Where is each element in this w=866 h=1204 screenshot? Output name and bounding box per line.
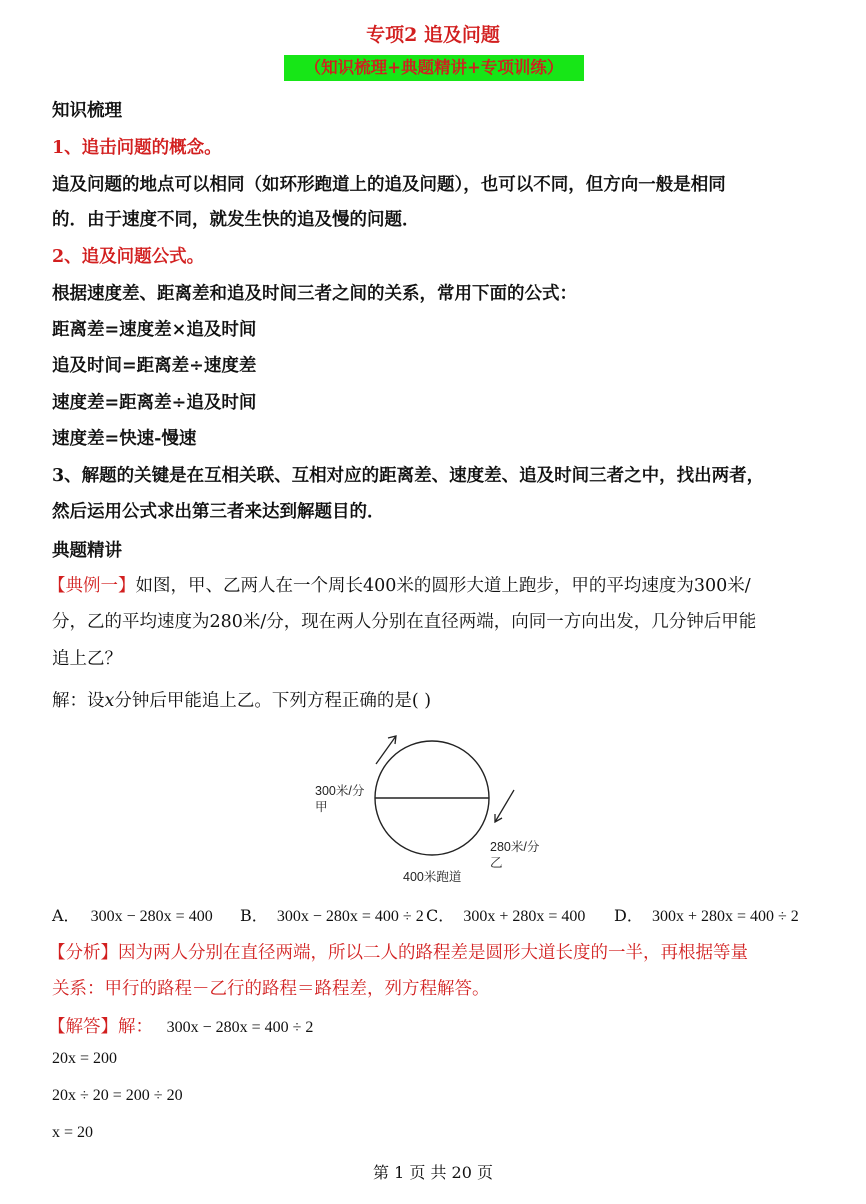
- option-c-equation: 300x + 280x = 400: [463, 908, 586, 925]
- analysis-tag: 【分析】: [48, 943, 118, 963]
- answer-equation-0: 300x − 280x = 400 ÷ 2: [166, 1019, 314, 1036]
- section1-text-line1: 追及问题的地点可以相同（如环形跑道上的追及问题），也可以不同，但方向一般是相同: [52, 175, 726, 195]
- analysis-line1: [48, 939, 748, 964]
- example1-prompt: [52, 687, 431, 712]
- section-heading-examples: 典题精讲: [52, 541, 122, 561]
- option-d-label: D．: [614, 906, 643, 925]
- section1-text-line2: 的．由于速度不同，就发生快的追及慢的问题．: [52, 210, 420, 230]
- section1-title: 1、追击问题的概念。: [52, 138, 222, 158]
- prompt-text-a: 解：设: [52, 691, 105, 711]
- label-yi: 乙: [490, 856, 503, 870]
- section2-title: 2、追及问题公式。: [52, 247, 205, 267]
- section-heading-knowledge: 知识梳理: [52, 101, 122, 121]
- page-title: 专项2 追及问题: [366, 24, 500, 46]
- option-d[interactable]: [614, 903, 799, 926]
- arrow-jia-icon: [376, 736, 396, 764]
- answer-line: [48, 1013, 313, 1038]
- label-jia: 甲: [315, 800, 328, 814]
- analysis-text: 因为两人分别在直径两端，所以二人的路程差是圆形大道长度的一半，再根据等量: [118, 943, 748, 963]
- prompt-variable: x: [104, 691, 115, 711]
- option-b-equation: 300x − 280x = 400 ÷ 2: [276, 908, 424, 925]
- arrow-yi-icon: [495, 790, 514, 822]
- label-track: 400米跑道: [403, 870, 462, 884]
- formula-chase-time: 追及时间=距离差÷速度差: [52, 356, 257, 376]
- formula-speed-diff: 速度差=距离差÷追及时间: [52, 393, 257, 413]
- analysis-line2: 关系：甲行的路程－乙行的路程＝路程差，列方程解答。: [52, 979, 490, 999]
- section3-line2: 然后运用公式求出第三者来达到解题目的．: [52, 502, 385, 522]
- option-b-label: B．: [240, 906, 268, 925]
- label-yi-speed: 280米/分: [490, 840, 540, 854]
- formula-speed-diff-fast-slow: 速度差=快速-慢速: [52, 429, 197, 449]
- label-jia-speed: 300米/分: [315, 784, 365, 798]
- answer-tag: 【解答】: [48, 1017, 118, 1037]
- section2-intro: 根据速度差、距离差和追及时间三者之间的关系，常用下面的公式：: [52, 284, 577, 304]
- section3-line1: 3、解题的关键是在互相关联、互相对应的距离差、速度差、追及时间三者之中，找出两者，: [52, 466, 765, 486]
- track-diagram: [300, 720, 560, 890]
- answer-equation-1: 20x = 200: [52, 1050, 118, 1067]
- option-c[interactable]: [426, 903, 585, 926]
- formula-distance-diff: 距离差=速度差×追及时间: [52, 320, 257, 340]
- option-c-label: C．: [426, 906, 455, 925]
- prompt-text-b: 分钟后甲能追上乙。下列方程正确的是( ): [114, 691, 432, 711]
- option-a-label: A．: [52, 906, 80, 925]
- example1-line3: 追上乙？: [52, 649, 122, 669]
- page-subtitle: （知识梳理+典题精讲+专项训练）: [284, 55, 584, 81]
- page-footer: 第 1 页 共 20 页: [373, 1163, 493, 1182]
- answer-equation-2: 20x ÷ 20 = 200 ÷ 20: [52, 1087, 183, 1104]
- option-a[interactable]: [52, 903, 213, 926]
- option-d-equation: 300x + 280x = 400 ÷ 2: [651, 908, 799, 925]
- answer-prefix: 解：: [118, 1017, 153, 1037]
- answer-equation-3: x = 20: [52, 1124, 94, 1141]
- example1-line1: [48, 572, 751, 597]
- example1-line2: 分，乙的平均速度为280米/分，现在两人分别在直径两端，向同一方向出发，几分钟后甲能: [52, 612, 757, 632]
- option-b[interactable]: [240, 903, 424, 926]
- option-a-equation: 300x − 280x = 400: [90, 908, 213, 925]
- example1-text: 如图，甲、乙两人在一个周长400米的圆形大道上跑步，甲的平均速度为300米/: [135, 576, 751, 596]
- example1-tag: 【典例一】: [48, 576, 136, 596]
